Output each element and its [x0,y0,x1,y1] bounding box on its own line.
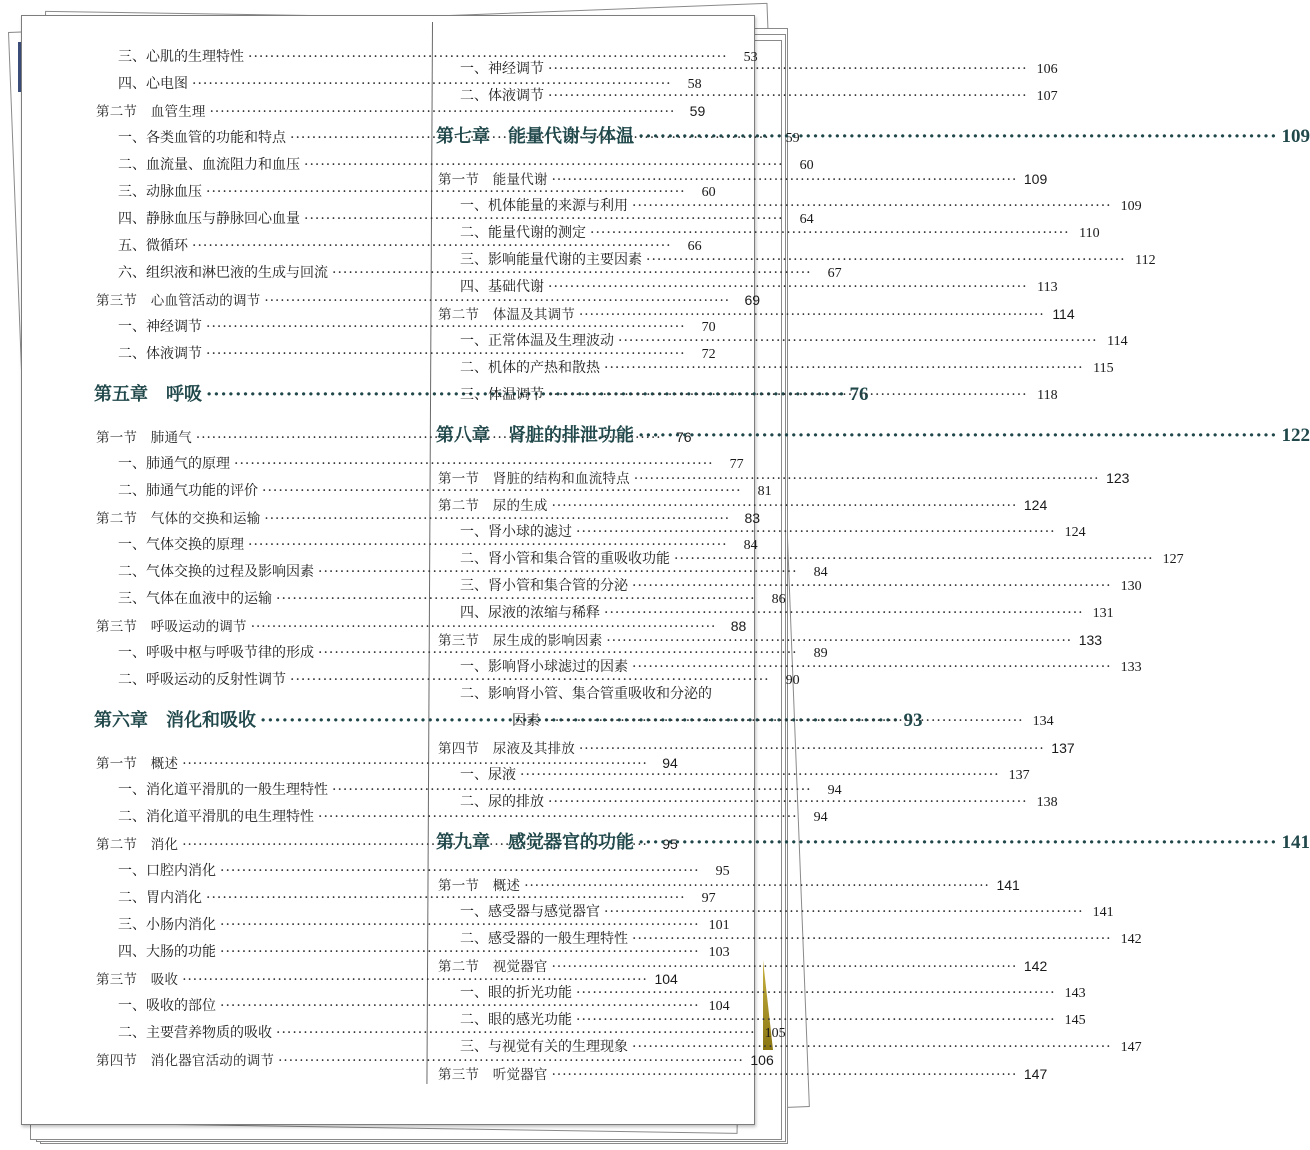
toc-entry-title: 二、肺通气功能的评价 [118,483,258,499]
toc-entry-title: 一、消化道平滑肌的一般生理特性 [118,782,328,798]
page-number: 67 [827,266,842,281]
toc-section-row[interactable] [420,1061,1048,1088]
page-number: 84 [743,538,758,553]
dot-leader [606,628,1072,655]
toc-entry-title: 一、神经调节 [460,61,544,77]
page-number: 95 [662,836,678,852]
toc-entry-title: 一、感受器与感觉器官 [460,904,600,920]
toc-entry-title: 五、微循环 [118,238,188,254]
toc-entry-title: 一、气体交换的原理 [118,537,244,553]
toc-entry-title: 二、眼的感光功能 [460,1012,572,1028]
dot-leader [552,493,1018,520]
toc-entry-title: 第一节 能量代谢 [438,172,548,188]
page-number: 94 [827,783,842,798]
dot-leader [632,1034,1112,1061]
toc-entry-title: 一、影响肾小球滤过的因素 [460,659,628,675]
dot-leader [646,247,1126,274]
toc-section-row[interactable] [420,953,1048,980]
toc-entry-title: 二、呼吸运动的反射性调节 [118,672,286,688]
toc-entry-title: 一、吸收的部位 [118,998,216,1014]
page-number: 60 [799,158,814,173]
page-number: 72 [701,347,716,362]
toc-entry-title: 二、消化道平滑肌的电生理特性 [118,809,314,825]
page-number: 89 [813,646,828,661]
dot-leader [638,421,1277,451]
toc-section-row[interactable] [420,301,1075,328]
toc-entry-title: 第五章 呼吸 [94,384,202,405]
page-number: 97 [701,891,716,906]
page-number: 112 [1135,253,1156,268]
toc-item-row[interactable] [78,152,814,179]
toc-entry-title: 第三节 听觉器官 [438,1067,548,1083]
toc-entry-title: 第七章 能量代谢与体温 [436,126,634,147]
page-number: 90 [785,673,800,688]
page-number: 94 [662,755,678,771]
page-number: 59 [689,103,706,119]
toc-item-row[interactable] [420,573,1142,600]
toc-chapter-row[interactable] [420,421,1310,451]
toc-entry-title: 二、能量代谢的测定 [460,225,586,241]
page-number: 122 [1281,425,1310,446]
toc-entry-title: 二、体液调节 [460,88,544,104]
toc-entry-title: 三、气体在血液中的运输 [118,591,272,607]
toc-entry-title: 二、气体交换的过程及影响因素 [118,564,314,580]
page-number: 81 [757,484,772,499]
toc-entry-title: 第二节 消化 [96,837,179,853]
dot-leader [548,83,1028,110]
toc-entry-title: 一、正常体温及生理波动 [460,333,614,349]
page-number: 66 [687,239,702,254]
dot-leader [632,926,1112,953]
dot-leader [552,167,1018,194]
page-number: 106 [1036,62,1058,77]
toc-entry-title: 一、肾小球的滤过 [460,524,572,540]
dot-leader [632,573,1112,600]
toc-entry-title: 二、影响肾小管、集合管重吸收和分泌的 [460,686,712,702]
toc-entry-title: 四、心电图 [118,76,188,92]
page-number: 143 [1064,986,1086,1001]
dot-leader [604,899,1084,926]
toc-entry-title: 一、肺通气的原理 [118,456,230,472]
toc-item-row[interactable] [420,355,1114,382]
page-number: 141 [1281,832,1310,853]
toc-item-row[interactable] [420,762,1030,789]
toc-item-row[interactable] [420,681,786,708]
toc-entry-title: 一、各类血管的功能和特点 [118,130,286,146]
toc-entry-title: 一、尿液 [460,767,516,783]
toc-section-row[interactable] [420,166,1048,193]
dot-leader [548,274,1028,301]
toc-entry-title: 三、动脉血压 [118,184,202,200]
toc-item-row[interactable] [420,328,1128,355]
toc-item-row[interactable] [420,1007,1086,1034]
page-number: 138 [1036,795,1058,810]
toc-item-row[interactable] [420,600,1114,627]
toc-item-row[interactable] [420,519,1086,546]
toc-entry-title: 四、大肠的功能 [118,944,216,960]
page-number: 76 [675,429,692,445]
page-number: 147 [1120,1040,1142,1055]
toc-entry-title: 第三节 心血管活动的调节 [96,293,261,309]
toc-entry-title: 一、眼的折光功能 [460,985,572,1001]
toc-entry-title: 第六章 消化和吸收 [94,710,256,731]
toc-entry-title: 第一节 概述 [96,756,179,772]
toc-entry-title: 第二节 血管生理 [96,104,206,120]
toc-entry-title: 二、尿的排放 [460,794,544,810]
dot-leader [579,736,1045,763]
dot-leader [590,220,1070,247]
toc-item-row[interactable] [420,56,1058,83]
toc-section-row[interactable] [420,492,1048,519]
page-number: 145 [1064,1013,1086,1028]
page-number: 103 [708,945,730,960]
toc-entry-title: 第二节 视觉器官 [438,959,548,975]
toc-entry-title: 第二节 体温及其调节 [438,307,575,323]
page-number: 94 [813,810,828,825]
page-number: 141 [996,877,1020,893]
dot-leader [638,122,1277,152]
toc-entry-title: 四、静脉血压与静脉回心血量 [118,211,300,227]
dot-leader [576,980,1056,1007]
toc-item-row[interactable] [420,980,1086,1007]
toc-item-row[interactable] [420,1034,1142,1061]
page-number: 142 [1023,958,1048,974]
page-number: 105 [764,1026,786,1041]
page-number: 93 [903,710,923,731]
page-number: 77 [729,457,744,472]
toc-entry-title: 第一节 肺通气 [96,430,192,446]
page-number: 133 [1078,632,1103,648]
toc-entry-title: 二、机体的产热和散热 [460,360,600,376]
toc-entry-title: 六、组织液和淋巴液的生成与回流 [118,265,328,281]
toc-entry-title: 三、影响能量代谢的主要因素 [460,252,642,268]
toc-entry-title: 二、血流量、血流阻力和血压 [118,157,300,173]
page-number: 124 [1064,525,1086,540]
toc-item-row[interactable] [420,899,1114,926]
toc-item-row[interactable] [78,804,828,831]
toc-entry-title: 一、呼吸中枢与呼吸节律的形成 [118,645,314,661]
dot-leader [579,302,1045,329]
toc-item-row[interactable] [420,274,1058,301]
toc-entry-title: 第四节 尿液及其排放 [438,741,575,757]
toc-item-row[interactable] [420,220,1100,247]
toc-entry-title: 二、感受器的一般生理特性 [460,931,628,947]
toc-entry-title: 二、胃内消化 [118,890,202,906]
dot-leader [618,328,1098,355]
page-number: 88 [730,618,747,634]
dot-leader [552,954,1018,981]
page-number: 115 [1093,361,1114,376]
dot-leader [524,873,990,900]
page-number: 147 [1023,1066,1048,1082]
page-number: 76 [849,384,869,405]
toc-entry-title: 第二节 气体的交换和运输 [96,511,261,527]
page-number: 127 [1162,552,1184,567]
dot-leader [638,828,1277,858]
toc-entry-title: 一、神经调节 [118,319,202,335]
page-number: 70 [701,320,716,335]
dot-leader [604,355,1084,382]
page-number: 86 [771,592,786,607]
dot-leader [632,654,1112,681]
page-number: 142 [1120,932,1142,947]
toc-entry-title: 第三节 尿生成的影响因素 [438,633,603,649]
toc-entry-title: 第三节 呼吸运动的调节 [96,619,247,635]
dot-leader [604,600,1084,627]
dot-leader [544,708,1024,735]
toc-entry-title: 二、体液调节 [118,346,202,362]
dot-leader [548,789,1028,816]
page-number: 101 [708,918,730,933]
toc-item-row[interactable] [420,83,1058,110]
page-number: 106 [750,1052,774,1068]
toc-entry-title: 二、主要营养物质的吸收 [118,1025,272,1041]
page-number: 69 [744,292,761,308]
toc-entry-title: 三、心肌的生理特性 [118,49,244,65]
toc-entry-title: 四、尿液的浓缩与稀释 [460,605,600,621]
page-number: 131 [1092,606,1114,621]
page-number: 118 [1037,388,1058,403]
dot-leader [634,466,1100,493]
page-number: 123 [1106,470,1130,486]
page-number: 58 [687,77,702,92]
page-number: 109 [1120,199,1142,214]
toc-entry-title: 三、小肠内消化 [118,917,216,933]
dot-leader [548,56,1028,83]
toc-entry-title: 二、肾小管和集合管的重吸收功能 [460,551,670,567]
toc-chapter-row[interactable] [420,828,1310,858]
toc-entry-title: 因素 [512,713,540,729]
toc-entry-title: 第三节 吸收 [96,972,179,988]
page-number: 124 [1023,497,1048,513]
page-number: 59 [785,131,800,146]
dot-leader [552,1062,1018,1089]
page-number: 113 [1037,280,1058,295]
page-number: 141 [1092,905,1114,920]
page-number: 137 [1051,740,1075,756]
toc-entry-title: 第一节 肾脏的结构和血流特点 [438,471,630,487]
page-number: 60 [701,185,716,200]
toc-entry-title: 第九章 感觉器官的功能 [436,832,634,853]
dot-leader [576,519,1056,546]
toc-entry-title: 四、基础代谢 [460,279,544,295]
toc-item-row[interactable] [420,926,1142,953]
page-number: 109 [1023,171,1048,187]
page-number: 84 [813,565,828,580]
page-number: 83 [744,510,761,526]
page-number: 104 [654,971,678,987]
page-number: 110 [1079,226,1100,241]
page-number: 114 [1052,306,1075,322]
toc-entry-title: 第八章 肾脏的排泄功能 [436,425,634,446]
dot-leader [632,193,1112,220]
toc-entry-title: 第一节 概述 [438,878,521,894]
page-number: 53 [743,50,758,65]
page-number: 95 [715,864,730,879]
page-number: 64 [799,212,814,227]
page-number: 130 [1120,579,1142,594]
page-number: 137 [1008,768,1030,783]
toc-entry-title: 三、与视觉有关的生理现象 [460,1039,628,1055]
toc-entry-title: 第二节 尿的生成 [438,498,548,514]
toc-entry-title: 一、机体能量的来源与利用 [460,198,628,214]
toc-item-row[interactable] [78,451,744,478]
dot-leader [576,1007,1056,1034]
toc-section-row[interactable] [420,735,1075,762]
toc-entry-title: 一、口腔内消化 [118,863,216,879]
page-number: 133 [1120,660,1142,675]
toc-entry-title: 第四节 消化器官活动的调节 [96,1053,275,1069]
toc-entry-title: 三、体温调节 [460,387,544,403]
page-number: 104 [708,999,730,1014]
page-number: 109 [1281,126,1310,147]
dot-leader [674,546,1154,573]
toc-entry-title: 三、肾小管和集合管的分泌 [460,578,628,594]
page-number: 107 [1036,89,1058,104]
page-number: 134 [1032,714,1054,729]
toc-section-row[interactable] [78,98,706,125]
toc-section-row[interactable] [420,872,1020,899]
dot-leader [548,382,1028,409]
toc-item-row[interactable] [78,858,730,885]
page-number: 114 [1107,334,1128,349]
dot-leader [520,762,1000,789]
